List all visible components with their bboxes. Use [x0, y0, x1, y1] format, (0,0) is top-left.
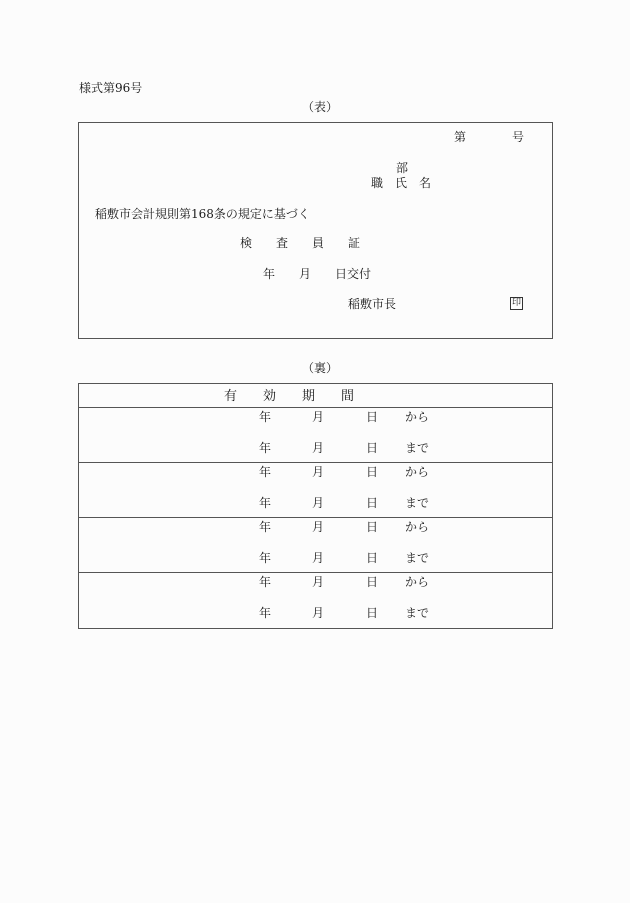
- period-to-month: 月: [312, 441, 325, 455]
- validity-header: 有 効 期 間: [224, 389, 355, 404]
- period-to-day: 日: [366, 496, 379, 510]
- department-label: 部: [396, 161, 409, 175]
- certificate-title: 検 査 員 証: [240, 236, 361, 250]
- period-to-month: 月: [312, 606, 325, 620]
- period-to-day: 日: [366, 441, 379, 455]
- period-from-month: 月: [312, 575, 325, 589]
- front-card: [78, 122, 553, 339]
- period-from-year: 年: [259, 575, 272, 589]
- back-label: （裏）: [302, 361, 339, 375]
- issuer: 稲敷市長: [348, 297, 397, 311]
- period-to-day: 日: [366, 606, 379, 620]
- seal-mark: 印: [511, 298, 521, 308]
- period-to-year: 年: [259, 496, 272, 510]
- issue-date: 年 月 日交付: [263, 267, 372, 281]
- period-from-month: 月: [312, 520, 325, 534]
- period-from-day: 日: [366, 410, 379, 424]
- period-from-suffix: から: [405, 465, 430, 479]
- period-from-day: 日: [366, 575, 379, 589]
- legal-basis: 稲敷市会計規則第168条の規定に基づく: [95, 207, 310, 221]
- period-to-month: 月: [312, 496, 325, 510]
- period-from-year: 年: [259, 465, 272, 479]
- period-from-day: 日: [366, 520, 379, 534]
- period-from-suffix: から: [405, 410, 430, 424]
- number-prefix: 第: [454, 130, 467, 144]
- number-suffix: 号: [512, 130, 525, 144]
- period-to-suffix: まで: [405, 606, 430, 620]
- period-to-suffix: まで: [405, 551, 430, 565]
- period-to-suffix: まで: [405, 496, 430, 510]
- period-to-month: 月: [312, 551, 325, 565]
- period-from-month: 月: [312, 410, 325, 424]
- period-to-day: 日: [366, 551, 379, 565]
- period-to-year: 年: [259, 441, 272, 455]
- row-divider: [78, 462, 552, 463]
- front-label: （表）: [302, 100, 339, 114]
- row-divider: [78, 407, 552, 408]
- period-from-month: 月: [312, 465, 325, 479]
- form-number: 様式第96号: [79, 81, 143, 95]
- period-to-year: 年: [259, 606, 272, 620]
- row-divider: [78, 517, 552, 518]
- period-from-year: 年: [259, 520, 272, 534]
- period-to-year: 年: [259, 551, 272, 565]
- period-from-suffix: から: [405, 520, 430, 534]
- period-from-day: 日: [366, 465, 379, 479]
- position-name-label: 職 氏 名: [371, 176, 432, 190]
- period-to-suffix: まで: [405, 441, 430, 455]
- period-from-year: 年: [259, 410, 272, 424]
- period-from-suffix: から: [405, 575, 430, 589]
- row-divider: [78, 572, 552, 573]
